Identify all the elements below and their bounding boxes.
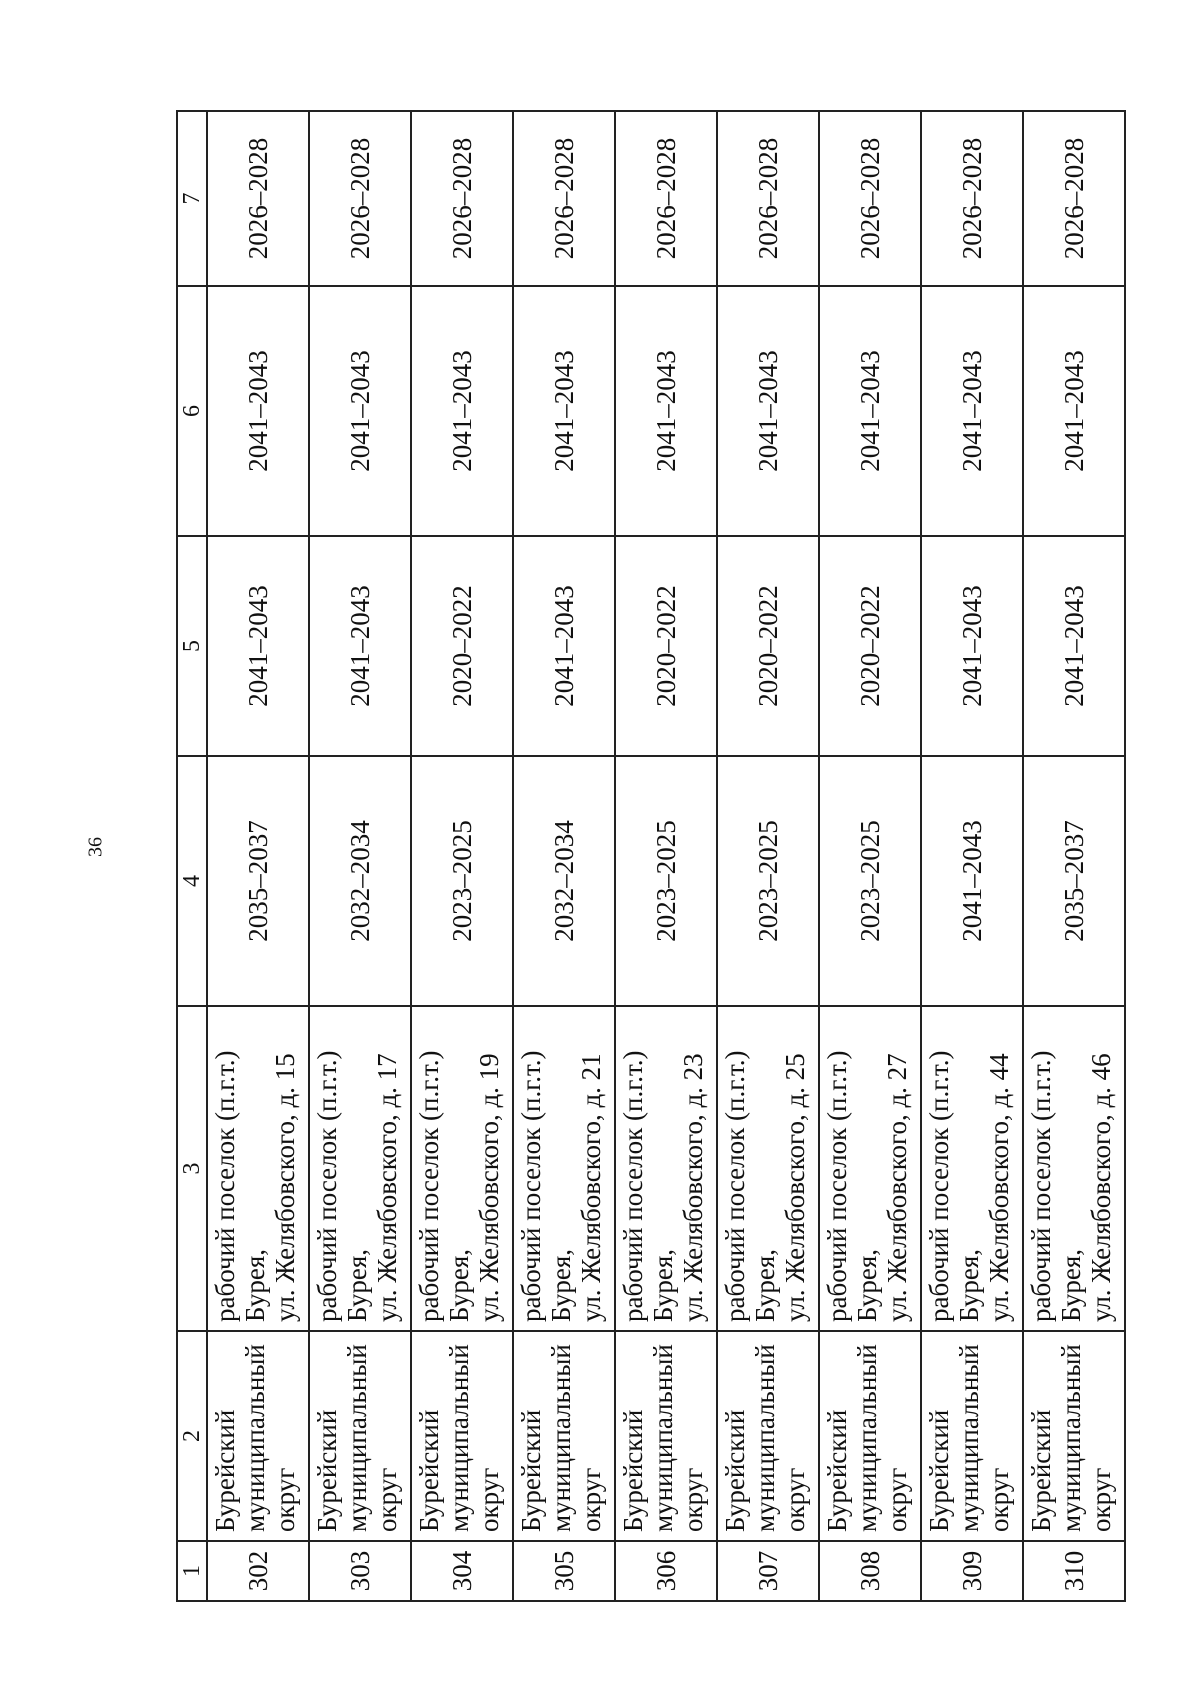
- address-line: ул. Желябовского, д. 27: [882, 1053, 912, 1322]
- district-line: Бурейский: [822, 1409, 852, 1532]
- district-line: округ: [882, 1467, 912, 1532]
- period-cell-col7: 2026–2028: [819, 111, 921, 286]
- period-cell-col6: 2041–2043: [1023, 286, 1125, 536]
- district-line: Бурейский: [516, 1409, 546, 1532]
- period-cell-col6: 2041–2043: [513, 286, 615, 536]
- address-line: ул. Желябовского, д. 23: [678, 1053, 708, 1322]
- table-row: [411, 111, 513, 1601]
- row-number-cell: 304: [411, 1541, 513, 1601]
- address-cell: [1023, 1006, 1125, 1331]
- district-line: Бурейский: [210, 1409, 240, 1532]
- address-cell: [717, 1006, 819, 1331]
- address-line: рабочий поселок (п.г.т.): [720, 1050, 750, 1322]
- address-line: ул. Желябовского, д. 21: [576, 1053, 606, 1322]
- period-cell-col7: 2026–2028: [717, 111, 819, 286]
- address-line: ул. Желябовского, д. 15: [270, 1053, 300, 1322]
- address-line: рабочий поселок (п.г.т.): [822, 1050, 852, 1322]
- period-cell-col6: 2041–2043: [921, 286, 1023, 536]
- period-cell-col4: 2023–2025: [819, 756, 921, 1006]
- page-number: 36: [84, 837, 107, 857]
- address-cell: [513, 1006, 615, 1331]
- district-line: Бурейский: [720, 1409, 750, 1532]
- address-line: ул. Желябовского, д. 19: [474, 1053, 504, 1322]
- period-cell-col5: 2041–2043: [1023, 536, 1125, 756]
- period-cell-col6: 2041–2043: [819, 286, 921, 536]
- district-line: Бурейский: [924, 1409, 954, 1532]
- period-cell-col6: 2041–2043: [411, 286, 513, 536]
- district-line: муниципальный: [546, 1344, 576, 1532]
- period-cell-col4: 2023–2025: [411, 756, 513, 1006]
- period-cell-col4: 2032–2034: [513, 756, 615, 1006]
- period-cell-col5: 2041–2043: [921, 536, 1023, 756]
- address-cell: [411, 1006, 513, 1331]
- district-cell: [615, 1331, 717, 1541]
- address-line: рабочий поселок (п.г.т.): [414, 1050, 444, 1322]
- district-line: муниципальный: [750, 1344, 780, 1532]
- row-number-cell: 307: [717, 1541, 819, 1601]
- row-number-cell: 305: [513, 1541, 615, 1601]
- address-cell: [819, 1006, 921, 1331]
- district-line: округ: [474, 1467, 504, 1532]
- address-line: Бурея,: [1056, 1249, 1086, 1322]
- address-cell: [207, 1006, 309, 1331]
- column-number: 5: [177, 536, 207, 756]
- rotated-table-wrapper: [176, 112, 1126, 1602]
- period-cell-col7: 2026–2028: [309, 111, 411, 286]
- district-line: Бурейский: [312, 1409, 342, 1532]
- table-row: [819, 111, 921, 1601]
- period-cell-col5: 2041–2043: [513, 536, 615, 756]
- district-line: округ: [984, 1467, 1014, 1532]
- period-cell-col7: 2026–2028: [921, 111, 1023, 286]
- period-cell-col7: 2026–2028: [513, 111, 615, 286]
- address-line: Бурея,: [648, 1249, 678, 1322]
- column-number: 2: [177, 1331, 207, 1541]
- address-line: ул. Желябовского, д. 44: [984, 1053, 1014, 1322]
- period-cell-col5: 2041–2043: [207, 536, 309, 756]
- district-line: муниципальный: [240, 1344, 270, 1532]
- district-cell: [921, 1331, 1023, 1541]
- period-cell-col7: 2026–2028: [1023, 111, 1125, 286]
- table-row: [615, 111, 717, 1601]
- district-cell: [1023, 1331, 1125, 1541]
- period-cell-col7: 2026–2028: [207, 111, 309, 286]
- period-cell-col7: 2026–2028: [615, 111, 717, 286]
- row-number-cell: 308: [819, 1541, 921, 1601]
- district-line: округ: [780, 1467, 810, 1532]
- address-line: рабочий поселок (п.г.т.): [210, 1050, 240, 1322]
- period-cell-col4: 2023–2025: [717, 756, 819, 1006]
- period-cell-col5: 2020–2022: [615, 536, 717, 756]
- address-line: ул. Желябовского, д. 17: [372, 1053, 402, 1322]
- district-line: округ: [1086, 1467, 1116, 1532]
- address-line: рабочий поселок (п.г.т.): [924, 1050, 954, 1322]
- address-line: Бурея,: [852, 1249, 882, 1322]
- address-line: рабочий поселок (п.г.т.): [312, 1050, 342, 1322]
- schedule-table: [176, 110, 1126, 1602]
- period-cell-col5: 2020–2022: [819, 536, 921, 756]
- district-line: Бурейский: [1026, 1409, 1056, 1532]
- district-line: округ: [678, 1467, 708, 1532]
- row-number-cell: 309: [921, 1541, 1023, 1601]
- row-number-cell: 302: [207, 1541, 309, 1601]
- period-cell-col4: 2023–2025: [615, 756, 717, 1006]
- district-cell: [309, 1331, 411, 1541]
- district-line: муниципальный: [1056, 1344, 1086, 1532]
- district-line: муниципальный: [648, 1344, 678, 1532]
- table-row: [513, 111, 615, 1601]
- column-number: 7: [177, 111, 207, 286]
- period-cell-col7: 2026–2028: [411, 111, 513, 286]
- table-body: [207, 111, 1125, 1601]
- row-number-cell: 310: [1023, 1541, 1125, 1601]
- period-cell-col6: 2041–2043: [717, 286, 819, 536]
- district-cell: [717, 1331, 819, 1541]
- period-cell-col4: 2041–2043: [921, 756, 1023, 1006]
- column-number: 4: [177, 756, 207, 1006]
- column-number: 3: [177, 1006, 207, 1331]
- table-row: [1023, 111, 1125, 1601]
- column-number: 6: [177, 286, 207, 536]
- address-line: ул. Желябовского, д. 25: [780, 1053, 810, 1322]
- table-row: [207, 111, 309, 1601]
- district-line: округ: [372, 1467, 402, 1532]
- district-line: Бурейский: [414, 1409, 444, 1532]
- address-line: Бурея,: [240, 1249, 270, 1322]
- district-line: Бурейский: [618, 1409, 648, 1532]
- address-cell: [615, 1006, 717, 1331]
- address-line: Бурея,: [342, 1249, 372, 1322]
- district-cell: [207, 1331, 309, 1541]
- period-cell-col6: 2041–2043: [615, 286, 717, 536]
- row-number-cell: 303: [309, 1541, 411, 1601]
- address-line: рабочий поселок (п.г.т.): [1026, 1050, 1056, 1322]
- table-row: [309, 111, 411, 1601]
- address-line: Бурея,: [444, 1249, 474, 1322]
- period-cell-col5: 2041–2043: [309, 536, 411, 756]
- column-number: 1: [177, 1541, 207, 1601]
- period-cell-col6: 2041–2043: [309, 286, 411, 536]
- address-line: рабочий поселок (п.г.т.): [618, 1050, 648, 1322]
- address-cell: [309, 1006, 411, 1331]
- district-line: муниципальный: [444, 1344, 474, 1532]
- district-line: муниципальный: [852, 1344, 882, 1532]
- table-row: [921, 111, 1023, 1601]
- row-number-cell: 306: [615, 1541, 717, 1601]
- address-line: Бурея,: [954, 1249, 984, 1322]
- period-cell-col4: 2032–2034: [309, 756, 411, 1006]
- column-number-row: [177, 111, 207, 1601]
- address-line: Бурея,: [546, 1249, 576, 1322]
- period-cell-col5: 2020–2022: [717, 536, 819, 756]
- period-cell-col4: 2035–2037: [207, 756, 309, 1006]
- period-cell-col6: 2041–2043: [207, 286, 309, 536]
- address-line: ул. Желябовского, д. 46: [1086, 1053, 1116, 1322]
- district-line: муниципальный: [342, 1344, 372, 1532]
- district-line: округ: [576, 1467, 606, 1532]
- district-cell: [513, 1331, 615, 1541]
- address-line: рабочий поселок (п.г.т.): [516, 1050, 546, 1322]
- period-cell-col4: 2035–2037: [1023, 756, 1125, 1006]
- district-cell: [819, 1331, 921, 1541]
- district-cell: [411, 1331, 513, 1541]
- district-line: муниципальный: [954, 1344, 984, 1532]
- period-cell-col5: 2020–2022: [411, 536, 513, 756]
- address-cell: [921, 1006, 1023, 1331]
- district-line: округ: [270, 1467, 300, 1532]
- table-row: [717, 111, 819, 1601]
- address-line: Бурея,: [750, 1249, 780, 1322]
